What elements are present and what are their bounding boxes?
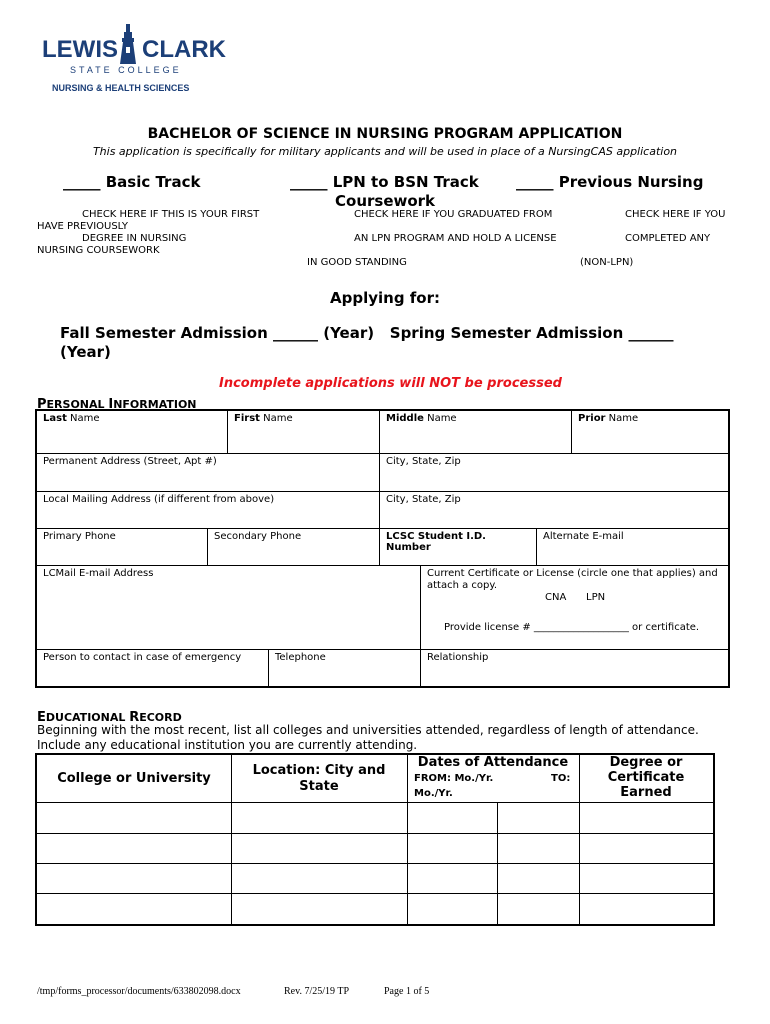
lpn-desc-2: AN LPN PROGRAM AND HOLD A LICENSE [354, 233, 557, 244]
incomplete-warning: Incomplete applications will NOT be processed [219, 376, 562, 391]
edu-from-label: FROM: Mo./Yr. [414, 773, 494, 784]
previous-nursing-label: Previous Nursing [558, 173, 704, 191]
city-state-zip-field-2[interactable] [380, 492, 728, 529]
footer-rev: Rev. 7/25/19 TP [284, 986, 350, 997]
primary-phone-field[interactable] [37, 529, 208, 566]
edu-row-divider-4 [37, 893, 713, 894]
relationship-label: Relationship [427, 652, 489, 663]
edu-col-degree-1: Degree or [609, 755, 683, 770]
page-title: BACHELOR OF SCIENCE IN NURSING PROGRAM APPLICATION [147, 126, 623, 142]
local-address-label: Local Mailing Address (if different from above) [43, 494, 275, 505]
logo-clark: CLARK [142, 36, 226, 63]
logo-state-college: STATE COLLEGE [70, 65, 182, 75]
telephone-label: Telephone [275, 652, 326, 663]
personal-h-big2: I [108, 397, 114, 412]
last-name-bold: Last [43, 413, 67, 424]
personal-h-big1: P [37, 397, 47, 412]
edu-row-divider-3 [37, 863, 713, 864]
first-name-rest: Name [259, 413, 293, 424]
education-table [35, 753, 715, 926]
permanent-address-label: Permanent Address (Street, Apt #) [43, 456, 217, 467]
edu-h-big1: E [37, 710, 46, 725]
basic-track-option[interactable] [63, 173, 200, 191]
edu-col-location-2: State [299, 779, 339, 794]
lpn-option[interactable]: LPN [586, 592, 606, 603]
permanent-address-field[interactable] [37, 454, 380, 492]
lpn-track-label-2: Coursework [335, 192, 436, 210]
edu-col-degree-3: Earned [620, 785, 672, 800]
last-name-rest: Name [66, 413, 100, 424]
lpn-desc-3: IN GOOD STANDING [307, 257, 407, 268]
edu-col-location-1: Location: City and [252, 763, 386, 778]
middle-name-rest: Name [423, 413, 457, 424]
personal-h-small2: NFORMATION [113, 398, 197, 411]
lighthouse-icon [116, 22, 140, 64]
basic-desc-4: NURSING COURSEWORK [37, 245, 160, 256]
basic-track-blank[interactable]: _____ [63, 173, 101, 191]
telephone-field[interactable] [269, 650, 421, 686]
relationship-field[interactable] [421, 650, 728, 686]
edu-col-degree-2: Certificate [607, 770, 685, 785]
prev-desc-2: COMPLETED ANY [625, 233, 711, 244]
education-instructions-2: Include any educational institution you are currently attending. [37, 738, 418, 752]
edu-to-label: TO: [551, 773, 571, 784]
basic-track-label: Basic Track [105, 173, 201, 191]
basic-desc-1: CHECK HERE IF THIS IS YOUR FIRST [82, 209, 260, 220]
alternate-email-field[interactable] [537, 529, 728, 566]
previous-nursing-option[interactable] [516, 173, 703, 191]
prior-name-bold: Prior [578, 413, 606, 424]
previous-nursing-blank[interactable]: _____ [516, 173, 554, 191]
secondary-phone-label: Secondary Phone [214, 531, 302, 542]
local-address-field[interactable] [37, 492, 380, 529]
edu-col-college: College or University [57, 771, 211, 786]
lpn-track-blank[interactable]: _____ [290, 173, 328, 191]
emergency-contact-label: Person to contact in case of emergency [43, 652, 242, 663]
city-state-zip-field-1[interactable] [380, 454, 728, 492]
edu-col-divider-2 [407, 755, 408, 924]
first-name-field[interactable] [228, 411, 380, 454]
license-number-line[interactable]: Provide license # ___________________ or certificate. [444, 622, 700, 633]
edu-h-small1: DUCATIONAL [45, 711, 130, 724]
prior-name-rest: Name [605, 413, 639, 424]
logo-nursing: NURSING & HEALTH SCIENCES [52, 83, 190, 93]
lpn-desc-1: CHECK HERE IF YOU GRADUATED FROM [354, 209, 553, 220]
certificate-text: Current Certificate or License (circle one that applies) and attach a copy. [427, 568, 718, 591]
first-name-bold: First [234, 413, 260, 424]
lcmail-label: LCMail E-mail Address [43, 568, 154, 579]
basic-desc-3: DEGREE IN NURSING [82, 233, 187, 244]
alternate-email-label: Alternate E-mail [543, 531, 624, 542]
page-subtitle: This application is specifically for military applicants and will be used in place of a NursingCAS application [92, 145, 678, 158]
student-id-label: LCSC Student I.D. Number [386, 531, 486, 553]
student-id-field[interactable] [380, 529, 537, 566]
lcmail-field[interactable] [37, 566, 421, 650]
edu-row-divider-1 [37, 802, 713, 803]
education-instructions-1: Beginning with the most recent, list all colleges and universities attended, regardless of length of attendance. [37, 723, 699, 737]
personal-h-small1: ERSONAL [46, 398, 109, 411]
emergency-contact-field[interactable] [37, 650, 269, 686]
basic-desc-2: HAVE PREVIOUSLY [37, 221, 129, 232]
edu-col-dates: Dates of Attendance [417, 755, 569, 770]
edu-h-big2: R [129, 710, 140, 725]
applying-heading: Applying for: [330, 289, 441, 307]
secondary-phone-field[interactable] [208, 529, 380, 566]
city-state-zip-label-1: City, State, Zip [386, 456, 461, 467]
certificate-field [421, 566, 728, 650]
edu-moyr-label: Mo./Yr. [414, 788, 453, 799]
logo-lewis: LEWIS [42, 36, 118, 63]
semester-line-1[interactable]: Fall Semester Admission ______ (Year) Spring Semester Admission ______ [60, 324, 674, 342]
footer-page: Page 1 of 5 [384, 986, 430, 997]
middle-name-field[interactable] [380, 411, 572, 454]
prev-desc-1: CHECK HERE IF YOU [625, 209, 726, 220]
primary-phone-label: Primary Phone [43, 531, 116, 542]
city-state-zip-label-2: City, State, Zip [386, 494, 461, 505]
lpn-track-label: LPN to BSN Track [332, 173, 479, 191]
middle-name-bold: Middle [386, 413, 424, 424]
semester-line-2: (Year) [60, 343, 111, 361]
prior-name-field[interactable] [572, 411, 728, 454]
edu-h-small2: ECORD [139, 711, 182, 724]
footer-path: /tmp/forms_processor/documents/633802098.docx [37, 986, 241, 997]
edu-row-divider-2 [37, 833, 713, 834]
college-logo [40, 22, 226, 97]
personal-info-table [35, 409, 730, 688]
cna-option[interactable]: CNA [545, 592, 567, 603]
lpn-track-option[interactable] [290, 173, 479, 191]
prev-desc-3: (NON-LPN) [580, 257, 634, 268]
last-name-field[interactable] [37, 411, 228, 454]
